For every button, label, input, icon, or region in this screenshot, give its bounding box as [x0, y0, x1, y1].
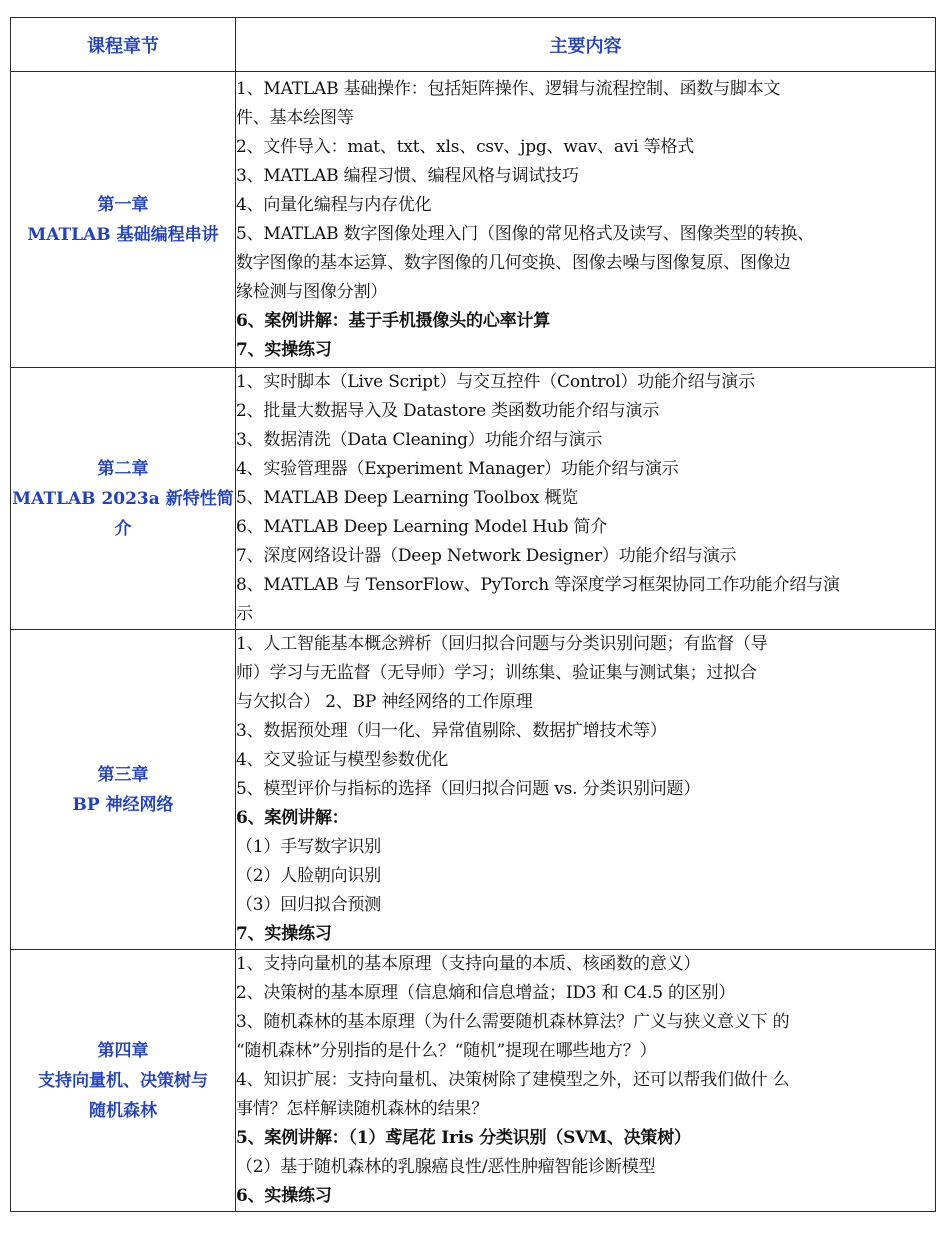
chapter-cell: [11, 368, 236, 630]
chapter-title-continued: 介: [114, 518, 132, 539]
table-row: [11, 630, 936, 950]
content-line: 师）学习与无监督（无导师）学习；训练集、验证集与测试集；过拟合: [236, 663, 757, 683]
content-line: 3、数据预处理（归一化、异常值剔除、数据扩增技术等）: [236, 721, 667, 741]
content-line: 件、基本绘图等: [236, 107, 354, 128]
content-line: （1）手写数字识别: [236, 837, 382, 857]
content-line: 3、MATLAB 编程习惯、编程风格与调试技巧: [236, 165, 579, 186]
content-line: （2）人脸朝向识别: [236, 866, 382, 886]
content-line: （3）回归拟合预测: [236, 895, 382, 915]
table-row: [11, 950, 936, 1212]
chapter-number: 第四章: [97, 1040, 149, 1061]
chapter-number: 第二章: [97, 458, 149, 479]
case-study-line: 6、案例讲解：基于手机摄像头的心率计算: [236, 310, 551, 331]
chapter-cell: [11, 72, 236, 368]
content-line: 缘检测与图像分割）: [236, 281, 388, 302]
content-line: 4、交叉验证与模型参数优化: [236, 750, 449, 770]
chapter-title: MATLAB 基础编程串讲: [27, 224, 219, 245]
practice-line: 7、实操练习: [236, 924, 332, 944]
chapter-title: 支持向量机、决策树与: [38, 1070, 208, 1091]
content-cell: [236, 950, 936, 1212]
table-row: [11, 72, 936, 368]
chapter-column-header: 课程章节: [11, 18, 236, 72]
content-line: 事情？怎样解读随机森林的结果？: [236, 1099, 488, 1119]
content-line: （2）基于随机森林的乳腺癌良性/恶性肿瘤智能诊断模型: [236, 1157, 656, 1177]
chapter-cell: [11, 630, 236, 950]
content-line: 示: [236, 604, 253, 624]
content-line: 2、决策树的基本原理（信息熵和信息增益；ID3 和 C4.5 的区别）: [236, 983, 736, 1003]
content-line: 7、深度网络设计器（Deep Network Designer）功能介绍与演示: [236, 546, 737, 566]
content-line: 4、向量化编程与内存优化: [236, 194, 432, 215]
practice-line: 7、实操练习: [236, 339, 332, 360]
chapter-title: MATLAB 2023a 新特性简: [12, 488, 234, 509]
content-line: 2、批量大数据导入及 Datastore 类函数功能介绍与演示: [236, 401, 660, 421]
chapter-title: BP 神经网络: [72, 794, 174, 815]
content-line: 5、MATLAB 数字图像处理入门（图像的常见格式及读写、图像类型的转换、: [236, 223, 814, 244]
content-line: 3、数据清洗（Data Cleaning）功能介绍与演示: [236, 430, 603, 450]
content-line: 5、模型评价与指标的选择（回归拟合问题 vs. 分类识别问题）: [236, 779, 701, 799]
header-row: [11, 18, 936, 72]
content-line: 8、MATLAB 与 TensorFlow、PyTorch 等深度学习框架协同工作功能介绍与演: [236, 575, 840, 595]
content-cell: [236, 72, 936, 368]
case-study-line: 6、案例讲解：: [236, 808, 349, 828]
content-line: 1、支持向量机的基本原理（支持向量的本质、核函数的意义）: [236, 954, 701, 974]
content-line: 4、知识扩展：支持向量机、决策树除了建模型之外，还可以帮我们做什 么: [236, 1070, 790, 1090]
table-row: [11, 368, 936, 630]
content-line: 1、人工智能基本概念辨析（回归拟合问题与分类识别问题；有监督（导: [236, 634, 768, 654]
content-line: 3、随机森林的基本原理（为什么需要随机森林算法？广义与狭义意义下 的: [236, 1012, 790, 1032]
content-line: “随机森林”分别指的是什么？“随机”提现在哪些地方？）: [236, 1041, 657, 1061]
course-table-container: [10, 17, 935, 1212]
chapter-number: 第一章: [97, 194, 149, 215]
content-cell: [236, 630, 936, 950]
practice-line: 6、实操练习: [236, 1186, 332, 1206]
content-line: 5、MATLAB Deep Learning Toolbox 概览: [236, 488, 579, 508]
chapter-cell: [11, 950, 236, 1212]
content-cell: [236, 368, 936, 630]
chapter-number: 第三章: [97, 764, 149, 785]
chapter-title-continued: 随机森林: [89, 1100, 157, 1121]
course-outline-table: [10, 17, 936, 1212]
content-line: 2、文件导入：mat、txt、xls、csv、jpg、wav、avi 等格式: [236, 136, 695, 157]
content-line: 1、实时脚本（Live Script）与交互控件（Control）功能介绍与演示: [236, 372, 755, 392]
content-line: 数字图像的基本运算、数字图像的几何变换、图像去噪与图像复原、图像边: [236, 252, 791, 273]
content-line: 6、MATLAB Deep Learning Model Hub 简介: [236, 517, 608, 537]
content-line: 1、MATLAB 基础操作：包括矩阵操作、逻辑与流程控制、函数与脚本文: [236, 78, 781, 99]
case-study-line: 5、案例讲解：（1）鸢尾花 Iris 分类识别（SVM、决策树）: [236, 1128, 691, 1148]
content-line: 4、实验管理器（Experiment Manager）功能介绍与演示: [236, 459, 679, 479]
content-column-header: 主要内容: [236, 18, 936, 72]
content-line: 与欠拟合） 2、BP 神经网络的工作原理: [236, 692, 533, 712]
